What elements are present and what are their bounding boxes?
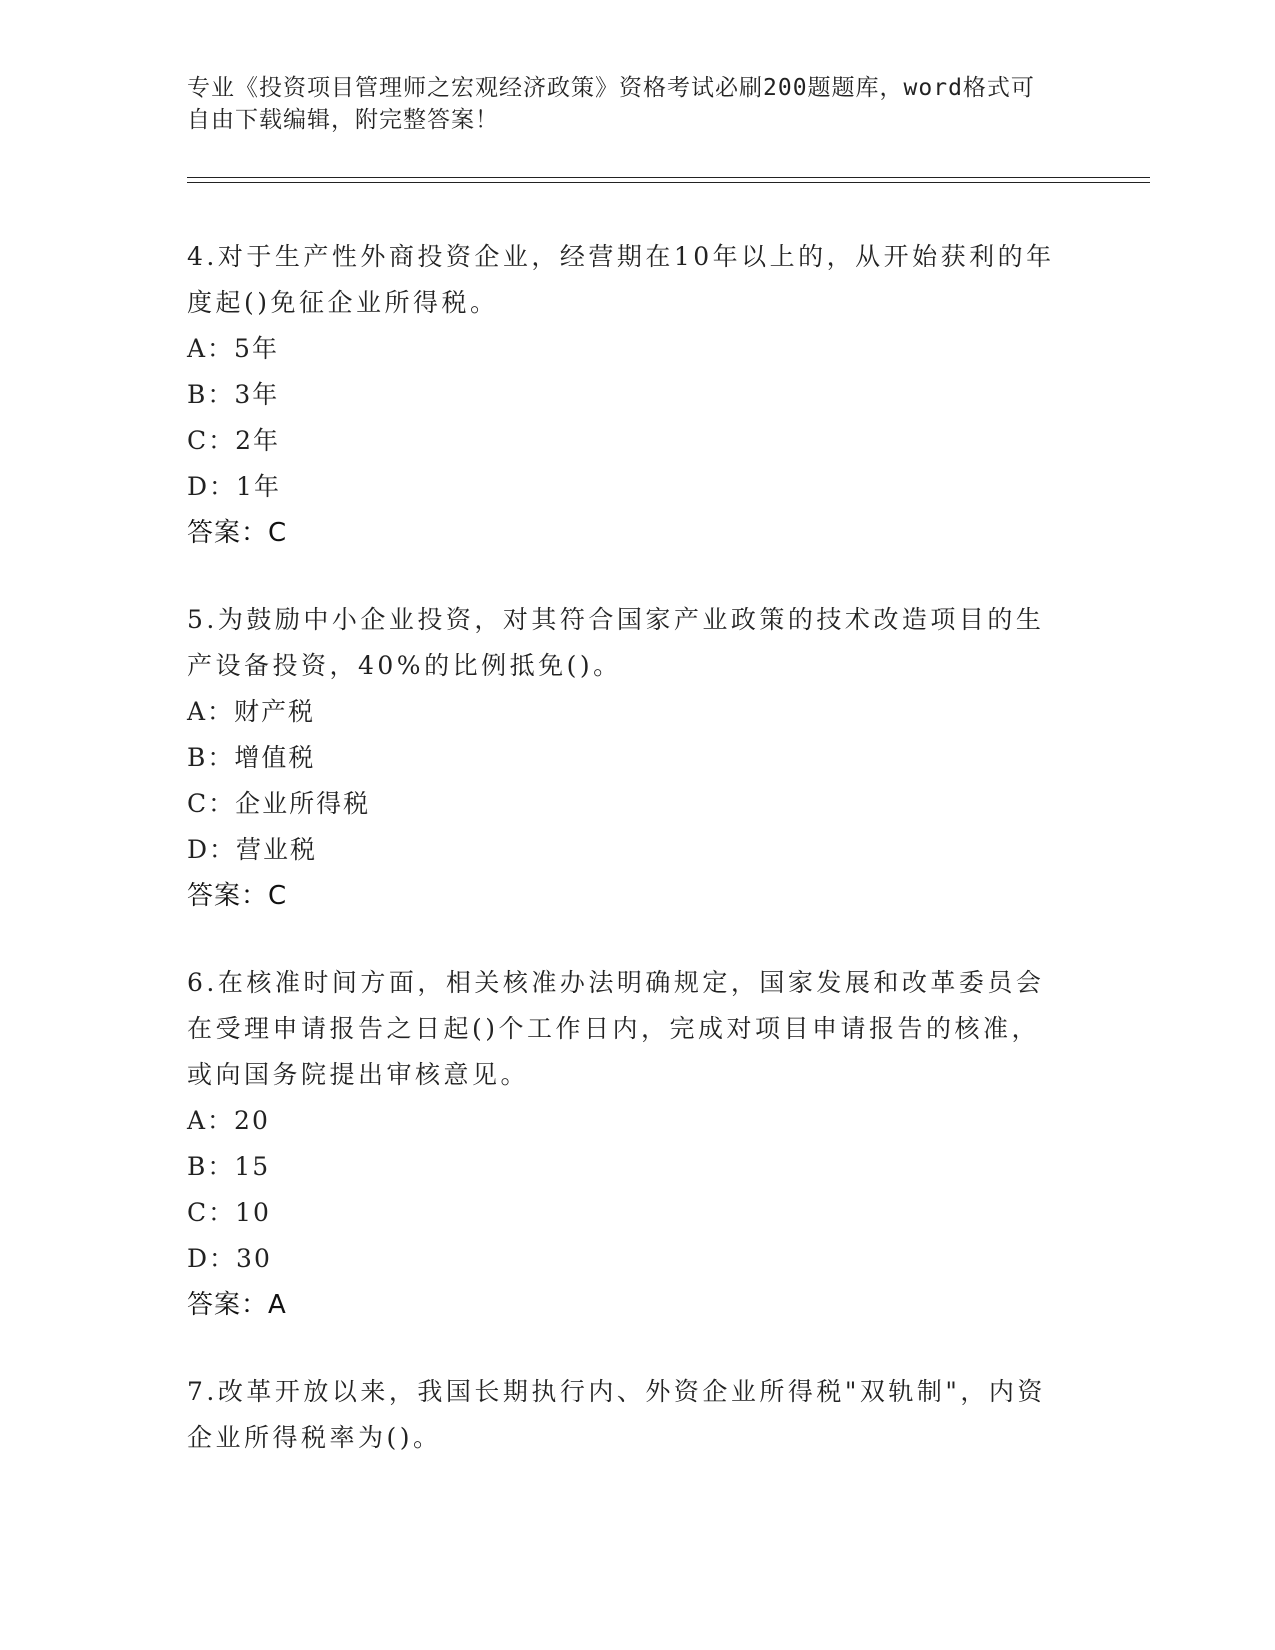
answer-label: 答案：C (187, 518, 288, 548)
header-divider-top (187, 177, 1150, 178)
option-c: C：10 (187, 1198, 271, 1227)
option-d: D：1年 (187, 472, 281, 501)
question-7 (187, 1369, 1087, 1461)
option-b: B：增值税 (187, 743, 316, 772)
question-text-line: 5.为鼓励中小企业投资，对其符合国家产业政策的技术改造项目的生 (187, 605, 1045, 634)
question-text-line: 企业所得税率为()。 (187, 1423, 442, 1452)
option-a: A：5年 (187, 334, 279, 363)
header-title-line-1: 专业《投资项目管理师之宏观经济政策》资格考试必刷200题题库，word格式可 (187, 75, 1035, 101)
question-text-line: 或向国务院提出审核意见。 (187, 1060, 530, 1089)
option-c: C：企业所得税 (187, 789, 371, 818)
document-header (187, 72, 1077, 136)
question-text-line: 度起()免征企业所得税。 (187, 288, 499, 317)
question-text-line: 6.在核准时间方面，相关核准办法明确规定，国家发展和改革委员会 (187, 968, 1045, 997)
answer-label: 答案：A (187, 1290, 287, 1320)
question-4 (187, 234, 1087, 556)
answer-label: 答案：C (187, 881, 288, 911)
question-6 (187, 960, 1087, 1328)
option-a: A：财产税 (187, 697, 316, 726)
question-text-line: 4.对于生产性外商投资企业，经营期在10年以上的，从开始获利的年 (187, 242, 1055, 271)
question-5 (187, 597, 1087, 919)
question-text-line: 7.改革开放以来，我国长期执行内、外资企业所得税"双轨制"，内资 (187, 1377, 1046, 1406)
question-text-line: 产设备投资，40%的比例抵免()。 (187, 651, 622, 680)
option-d: D：30 (187, 1244, 272, 1273)
question-text-line: 在受理申请报告之日起()个工作日内，完成对项目申请报告的核准， (187, 1014, 1041, 1043)
option-b: B：3年 (187, 380, 280, 409)
option-a: A：20 (187, 1106, 270, 1135)
option-c: C：2年 (187, 426, 281, 455)
header-title-line-2: 自由下载编辑，附完整答案！ (187, 107, 499, 133)
option-d: D：营业税 (187, 835, 318, 864)
option-b: B：15 (187, 1152, 271, 1181)
header-divider-bottom (187, 182, 1150, 183)
